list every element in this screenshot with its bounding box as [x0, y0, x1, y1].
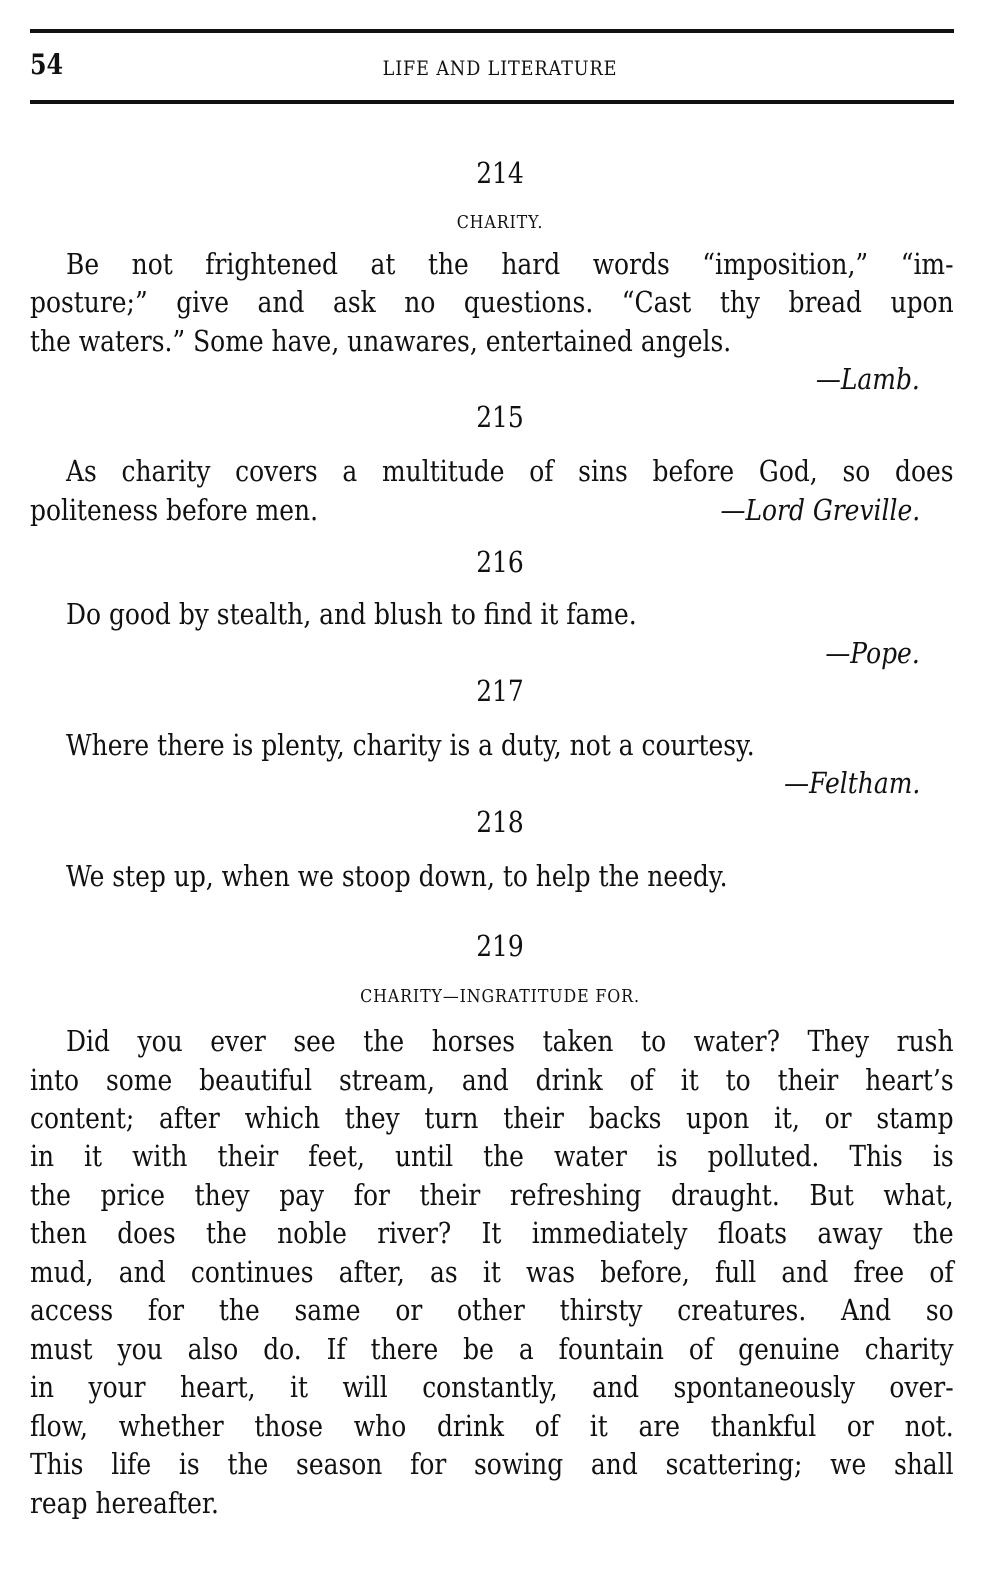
text-line: the price they pay for their refreshing draught. But what,	[30, 1178, 954, 1212]
text-line: into some beautiful stream, and drink of it to their heart’s	[30, 1063, 954, 1097]
text-line: must you also do. If there be a fountain of genuine charity	[30, 1332, 954, 1366]
section-title: CHARITY.	[456, 212, 544, 233]
text-line: As charity covers a multitude of sins before God, so does	[66, 454, 954, 488]
page-number: 54	[30, 48, 64, 81]
text-line: Be not frightened at the hard words “imposition,” “im-	[66, 247, 954, 281]
text-line: content; after which they turn their backs upon it, or stamp	[30, 1101, 954, 1135]
attribution: —Pope.	[825, 636, 920, 670]
text-line: Where there is plenty, charity is a duty, not a courtesy.	[66, 728, 755, 762]
text-line: flow, whether those who drink of it are thankful or not.	[30, 1409, 954, 1443]
entry-number: 217	[476, 674, 524, 708]
header-rule-bottom	[30, 100, 954, 104]
text-line: Do good by stealth, and blush to find it fame.	[66, 597, 637, 631]
attribution: —Lord Greville.	[720, 493, 920, 527]
entry-number: 218	[476, 805, 524, 839]
entry-number: 215	[476, 400, 524, 434]
text-line: access for the same or other thirsty creatures. And so	[30, 1293, 954, 1327]
header-rule-top	[30, 29, 954, 33]
text-line: in it with their feet, until the water is polluted. This is	[30, 1139, 954, 1173]
text-line: then does the noble river? It immediately floats away the	[30, 1216, 954, 1250]
entry-number: 219	[476, 929, 524, 963]
text-line: mud, and continues after, as it was before, full and free of	[30, 1255, 954, 1289]
text-line: politeness before men.	[30, 493, 319, 527]
attribution: —Feltham.	[783, 766, 920, 800]
entry-number: 214	[476, 156, 524, 190]
text-line: posture;” give and ask no questions. “Cast thy bread upon	[30, 285, 954, 319]
section-title: CHARITY—INGRATITUDE FOR.	[360, 986, 640, 1007]
text-line: the waters.” Some have, unawares, entertained angels.	[30, 324, 732, 358]
text-line: in your heart, it will constantly, and spontaneously over-	[30, 1370, 954, 1404]
entry-number: 216	[476, 545, 524, 579]
text-line: Did you ever see the horses taken to water? They rush	[66, 1024, 954, 1058]
attribution: —Lamb.	[816, 362, 920, 396]
text-line: We step up, when we stoop down, to help the needy.	[66, 859, 728, 893]
text-line: reap hereafter.	[30, 1486, 219, 1520]
text-line: This life is the season for sowing and scattering; we shall	[30, 1447, 954, 1481]
running-head: LIFE AND LITERATURE	[382, 56, 618, 80]
